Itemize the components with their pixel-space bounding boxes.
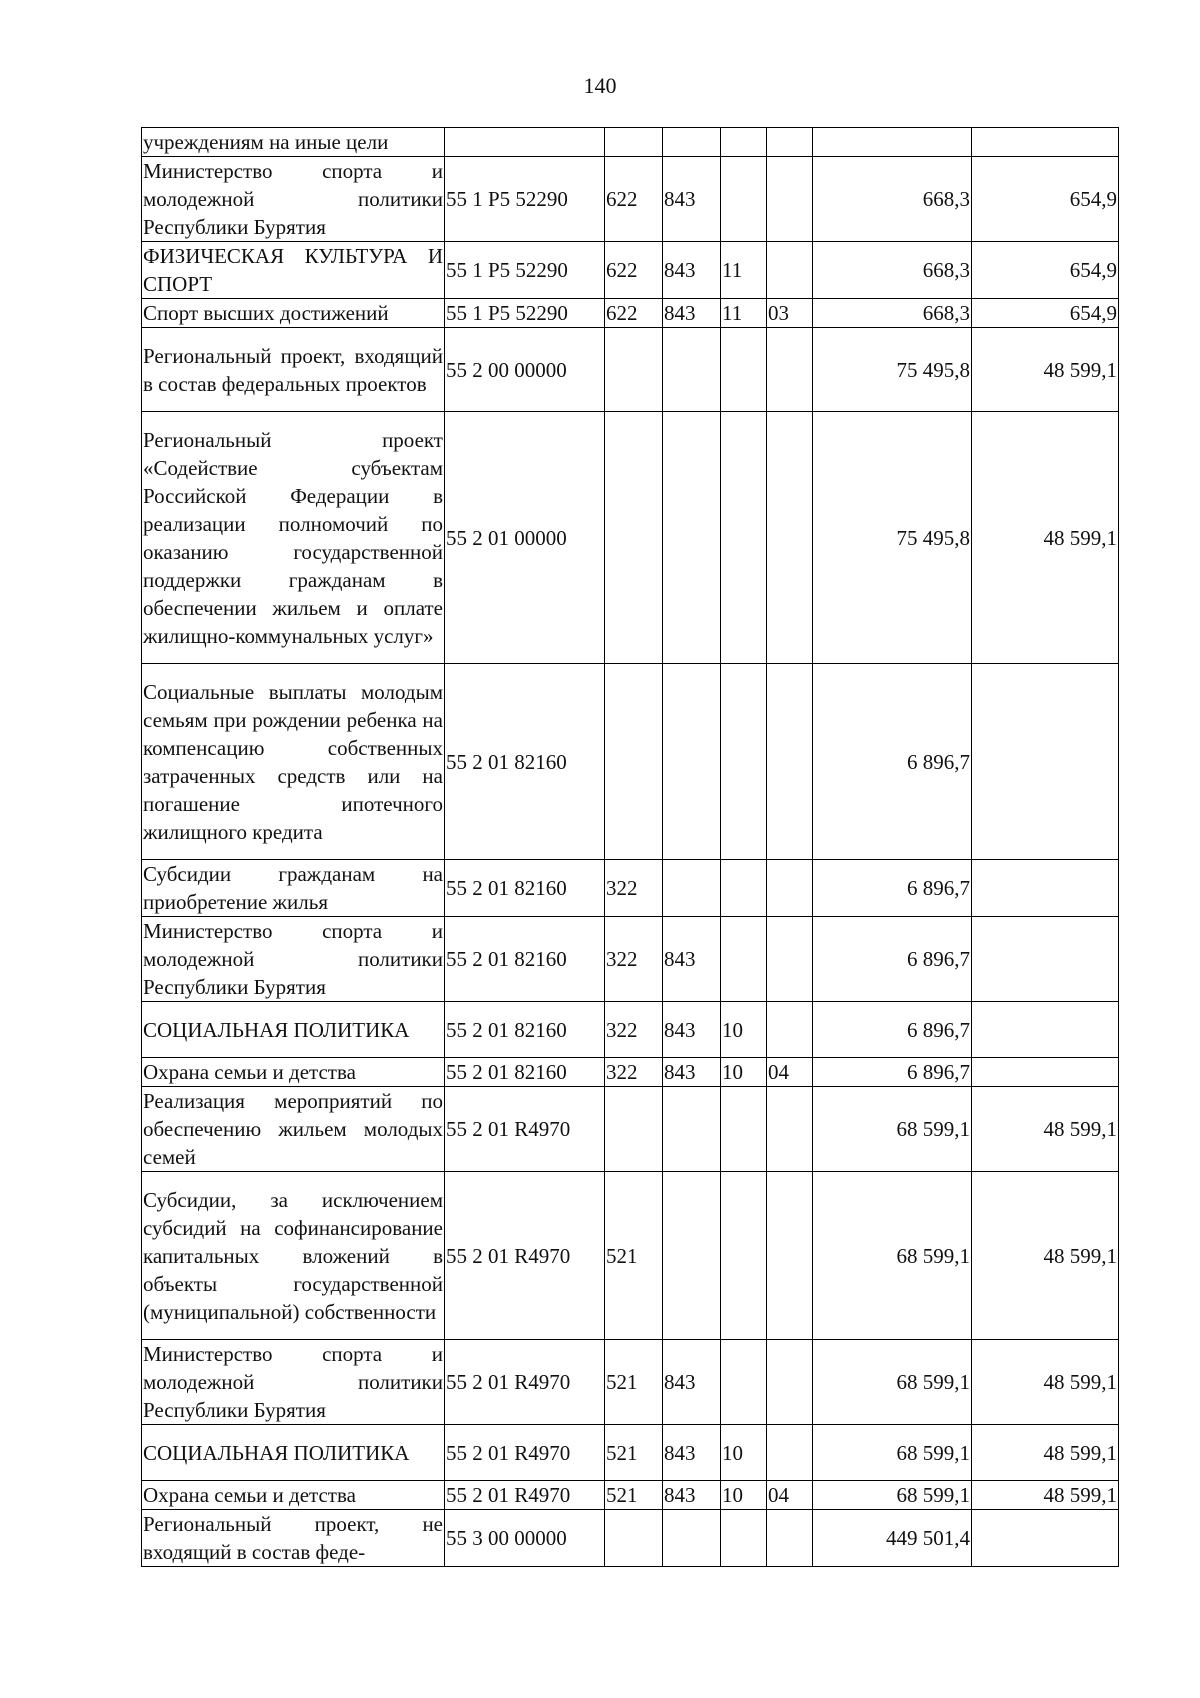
budget-admin-code bbox=[663, 664, 721, 860]
amount-year-2 bbox=[972, 1002, 1119, 1058]
row-name: Спорт высших достижений bbox=[142, 299, 445, 328]
expense-type: 622 bbox=[605, 242, 663, 299]
row-name: Региональный проект, входящий в состав федеральных проектов bbox=[142, 328, 445, 412]
expense-type: 521 bbox=[605, 1172, 663, 1340]
subsection-code: 04 bbox=[767, 1481, 813, 1510]
subsection-code bbox=[767, 1510, 813, 1567]
table-row bbox=[142, 1425, 1119, 1481]
amount-year-2: 654,9 bbox=[972, 157, 1119, 242]
amount-year-1: 668,3 bbox=[813, 242, 972, 299]
table-row bbox=[142, 664, 1119, 860]
section-code bbox=[721, 1510, 767, 1567]
budget-admin-code: 843 bbox=[663, 1425, 721, 1481]
amount-year-1: 668,3 bbox=[813, 299, 972, 328]
budget-admin-code: 843 bbox=[663, 917, 721, 1002]
table-row bbox=[142, 860, 1119, 917]
amount-year-2: 48 599,1 bbox=[972, 1172, 1119, 1340]
amount-year-2: 654,9 bbox=[972, 242, 1119, 299]
budget-table bbox=[141, 127, 1119, 1567]
amount-year-1: 68 599,1 bbox=[813, 1340, 972, 1425]
subsection-code bbox=[767, 917, 813, 1002]
table-row bbox=[142, 412, 1119, 664]
row-name: Социальные выплаты молодым семьям при рождении ребенка на компенсацию собственных затраченных средств или на погашение ипотечного жилищного кредита bbox=[142, 664, 445, 860]
expense-type: 322 bbox=[605, 917, 663, 1002]
budget-admin-code: 843 bbox=[663, 1340, 721, 1425]
section-code bbox=[721, 860, 767, 917]
target-code: 55 2 01 82160 bbox=[445, 917, 605, 1002]
subsection-code bbox=[767, 412, 813, 664]
row-name: ФИЗИЧЕСКАЯ КУЛЬТУРА И СПОРТ bbox=[142, 242, 445, 299]
row-name: Министерство спорта и молодежной политики Республики Бурятия bbox=[142, 1340, 445, 1425]
expense-type: 322 bbox=[605, 1002, 663, 1058]
target-code: 55 1 Р5 52290 bbox=[445, 299, 605, 328]
table-row bbox=[142, 299, 1119, 328]
amount-year-2: 48 599,1 bbox=[972, 1425, 1119, 1481]
expense-type bbox=[605, 664, 663, 860]
subsection-code bbox=[767, 242, 813, 299]
row-name: Министерство спорта и молодежной политики Республики Бурятия bbox=[142, 917, 445, 1002]
budget-admin-code bbox=[663, 1087, 721, 1172]
budget-admin-code: 843 bbox=[663, 1058, 721, 1087]
table-row bbox=[142, 328, 1119, 412]
section-code: 10 bbox=[721, 1002, 767, 1058]
table-row bbox=[142, 1510, 1119, 1567]
budget-admin-code bbox=[663, 412, 721, 664]
subsection-code bbox=[767, 128, 813, 157]
amount-year-1: 68 599,1 bbox=[813, 1425, 972, 1481]
expense-type: 322 bbox=[605, 860, 663, 917]
target-code: 55 2 01 82160 bbox=[445, 1058, 605, 1087]
target-code: 55 2 01 R4970 bbox=[445, 1340, 605, 1425]
table-row bbox=[142, 128, 1119, 157]
row-name: Министерство спорта и молодежной политики Республики Бурятия bbox=[142, 157, 445, 242]
section-code bbox=[721, 128, 767, 157]
table-row bbox=[142, 157, 1119, 242]
row-name: Охрана семьи и детства bbox=[142, 1481, 445, 1510]
target-code: 55 2 01 82160 bbox=[445, 664, 605, 860]
section-code bbox=[721, 1087, 767, 1172]
budget-admin-code bbox=[663, 1510, 721, 1567]
amount-year-1: 68 599,1 bbox=[813, 1087, 972, 1172]
section-code: 10 bbox=[721, 1425, 767, 1481]
expense-type: 622 bbox=[605, 157, 663, 242]
table-body bbox=[142, 128, 1119, 1567]
budget-admin-code bbox=[663, 860, 721, 917]
target-code: 55 2 01 R4970 bbox=[445, 1172, 605, 1340]
budget-admin-code bbox=[663, 128, 721, 157]
row-name: Региональный проект «Содействие субъектам Российской Федерации в реализации полномочий по оказанию государственной поддержки гражданам в обеспечении жильем и оплате жилищно-коммунальных услуг» bbox=[142, 412, 445, 664]
amount-year-1: 75 495,8 bbox=[813, 328, 972, 412]
subsection-code: 03 bbox=[767, 299, 813, 328]
subsection-code bbox=[767, 157, 813, 242]
amount-year-2 bbox=[972, 1510, 1119, 1567]
expense-type bbox=[605, 412, 663, 664]
amount-year-1: 68 599,1 bbox=[813, 1172, 972, 1340]
target-code: 55 2 01 R4970 bbox=[445, 1425, 605, 1481]
row-name: Реализация мероприятий по обеспечению жильем молодых семей bbox=[142, 1087, 445, 1172]
target-code: 55 2 00 00000 bbox=[445, 328, 605, 412]
section-code bbox=[721, 664, 767, 860]
budget-admin-code: 843 bbox=[663, 299, 721, 328]
section-code bbox=[721, 917, 767, 1002]
amount-year-1: 68 599,1 bbox=[813, 1481, 972, 1510]
expense-type: 521 bbox=[605, 1481, 663, 1510]
amount-year-2: 48 599,1 bbox=[972, 1087, 1119, 1172]
table-row bbox=[142, 242, 1119, 299]
amount-year-1: 6 896,7 bbox=[813, 917, 972, 1002]
target-code: 55 2 01 82160 bbox=[445, 860, 605, 917]
target-code: 55 1 Р5 52290 bbox=[445, 157, 605, 242]
section-code: 11 bbox=[721, 242, 767, 299]
subsection-code bbox=[767, 1087, 813, 1172]
subsection-code bbox=[767, 664, 813, 860]
page-number: 140 bbox=[583, 73, 617, 98]
amount-year-2 bbox=[972, 1058, 1119, 1087]
table-row bbox=[142, 1058, 1119, 1087]
expense-type bbox=[605, 1087, 663, 1172]
subsection-code: 04 bbox=[767, 1058, 813, 1087]
amount-year-2: 48 599,1 bbox=[972, 1481, 1119, 1510]
amount-year-2 bbox=[972, 860, 1119, 917]
expense-type: 521 bbox=[605, 1340, 663, 1425]
budget-admin-code: 843 bbox=[663, 1481, 721, 1510]
row-name: СОЦИАЛЬНАЯ ПОЛИТИКА bbox=[142, 1425, 445, 1481]
table-row bbox=[142, 1172, 1119, 1340]
target-code: 55 2 01 R4970 bbox=[445, 1481, 605, 1510]
amount-year-1: 6 896,7 bbox=[813, 860, 972, 917]
amount-year-1: 75 495,8 bbox=[813, 412, 972, 664]
expense-type bbox=[605, 1510, 663, 1567]
expense-type: 521 bbox=[605, 1425, 663, 1481]
budget-admin-code: 843 bbox=[663, 1002, 721, 1058]
amount-year-1 bbox=[813, 128, 972, 157]
amount-year-1: 668,3 bbox=[813, 157, 972, 242]
section-code bbox=[721, 157, 767, 242]
amount-year-1: 6 896,7 bbox=[813, 1058, 972, 1087]
subsection-code bbox=[767, 328, 813, 412]
target-code: 55 3 00 00000 bbox=[445, 1510, 605, 1567]
section-code: 11 bbox=[721, 299, 767, 328]
row-name: Региональный проект, не входящий в состав феде- bbox=[142, 1510, 445, 1567]
section-code: 10 bbox=[721, 1481, 767, 1510]
budget-admin-code: 843 bbox=[663, 242, 721, 299]
table-row bbox=[142, 1481, 1119, 1510]
amount-year-1: 6 896,7 bbox=[813, 1002, 972, 1058]
table-row bbox=[142, 917, 1119, 1002]
table-row bbox=[142, 1002, 1119, 1058]
subsection-code bbox=[767, 1172, 813, 1340]
budget-admin-code bbox=[663, 328, 721, 412]
section-code: 10 bbox=[721, 1058, 767, 1087]
amount-year-2 bbox=[972, 664, 1119, 860]
expense-type: 622 bbox=[605, 299, 663, 328]
section-code bbox=[721, 412, 767, 664]
table-row bbox=[142, 1340, 1119, 1425]
table-row bbox=[142, 1087, 1119, 1172]
budget-admin-code bbox=[663, 1172, 721, 1340]
target-code bbox=[445, 128, 605, 157]
expense-type bbox=[605, 128, 663, 157]
subsection-code bbox=[767, 1002, 813, 1058]
budget-admin-code: 843 bbox=[663, 157, 721, 242]
amount-year-2 bbox=[972, 128, 1119, 157]
target-code: 55 2 01 R4970 bbox=[445, 1087, 605, 1172]
row-name: учреждениям на иные цели bbox=[142, 128, 445, 157]
subsection-code bbox=[767, 1425, 813, 1481]
amount-year-2: 48 599,1 bbox=[972, 328, 1119, 412]
section-code bbox=[721, 1340, 767, 1425]
section-code bbox=[721, 1172, 767, 1340]
row-name: Субсидии гражданам на приобретение жилья bbox=[142, 860, 445, 917]
amount-year-1: 6 896,7 bbox=[813, 664, 972, 860]
amount-year-2 bbox=[972, 917, 1119, 1002]
row-name: Охрана семьи и детства bbox=[142, 1058, 445, 1087]
amount-year-2: 48 599,1 bbox=[972, 412, 1119, 664]
target-code: 55 1 Р5 52290 bbox=[445, 242, 605, 299]
row-name: СОЦИАЛЬНАЯ ПОЛИТИКА bbox=[142, 1002, 445, 1058]
row-name: Субсидии, за исключением субсидий на софинансирование капитальных вложений в объекты государственной (муниципальной) собственности bbox=[142, 1172, 445, 1340]
amount-year-2: 654,9 bbox=[972, 299, 1119, 328]
amount-year-1: 449 501,4 bbox=[813, 1510, 972, 1567]
section-code bbox=[721, 328, 767, 412]
expense-type: 322 bbox=[605, 1058, 663, 1087]
subsection-code bbox=[767, 860, 813, 917]
amount-year-2: 48 599,1 bbox=[972, 1340, 1119, 1425]
target-code: 55 2 01 82160 bbox=[445, 1002, 605, 1058]
subsection-code bbox=[767, 1340, 813, 1425]
expense-type bbox=[605, 328, 663, 412]
target-code: 55 2 01 00000 bbox=[445, 412, 605, 664]
